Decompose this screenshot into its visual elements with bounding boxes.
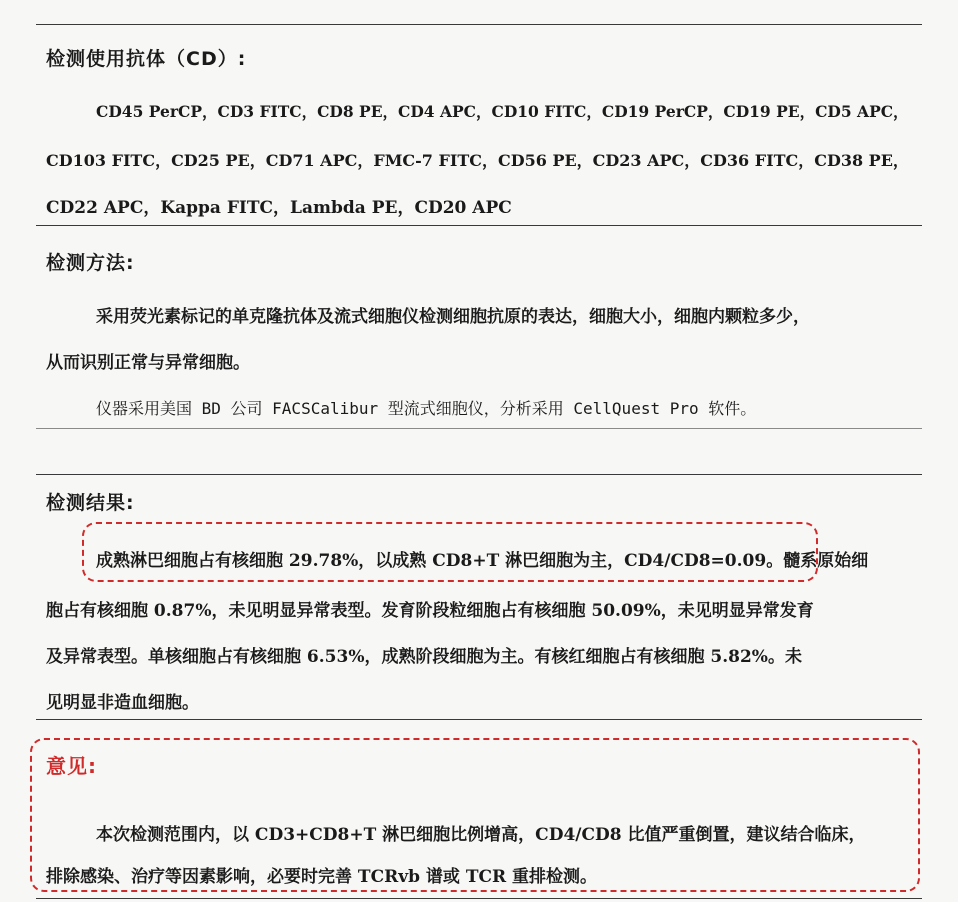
opinion-line-2: 排除感染、治疗等因素影响，必要时完善 TCRvb 谱或 TCR 重排检测。	[46, 867, 598, 887]
results-line-3: 及异常表型。单核细胞占有核细胞 6.53%，成熟阶段细胞为主。有核红细胞占有核细胞 5.82%。未	[46, 647, 802, 667]
divider-1	[36, 225, 922, 226]
method-line-1: 采用荧光素标记的单克隆抗体及流式细胞仪检测细胞抗原的表达，细胞大小，细胞内颗粒多少，	[96, 307, 810, 327]
bottom-divider	[36, 898, 922, 899]
method-line-3: 仪器采用美国 BD 公司 FACSCalibur 型流式细胞仪，分析采用 CellQuest Pro 软件。	[96, 399, 757, 418]
divider-4	[36, 719, 922, 720]
divider-3	[36, 474, 922, 475]
results-heading: 检测结果:	[46, 492, 135, 514]
results-line-2: 胞占有核细胞 0.87%，未见明显异常表型。发育阶段粒细胞占有核细胞 50.09%，未见明显异常发育	[46, 601, 814, 621]
results-line-4: 见明显非造血细胞。	[46, 693, 199, 713]
top-divider	[36, 24, 922, 25]
results-line-1: 成熟淋巴细胞占有核细胞 29.78%，以成熟 CD8+T 淋巴细胞为主，CD4/CD8=0.09。髓系原始细	[96, 551, 869, 571]
antibodies-heading: 检测使用抗体（CD）:	[46, 48, 247, 70]
opinion-line-1: 本次检测范围内，以 CD3+CD8+T 淋巴细胞比例增高，CD4/CD8 比值严重倒置，建议结合临床，	[96, 825, 866, 845]
antibodies-line-1: CD45 PerCP，CD3 FITC，CD8 PE，CD4 APC，CD10 FITC，CD19 PerCP，CD19 PE，CD5 APC，	[96, 102, 909, 121]
antibodies-line-2: CD103 FITC，CD25 PE，CD71 APC，FMC-7 FITC，CD56 PE，CD23 APC，CD36 FITC，CD38 PE，	[46, 151, 909, 170]
antibodies-line-3: CD22 APC，Kappa FITC，Lambda PE，CD20 APC	[46, 198, 512, 218]
method-line-2: 从而识别正常与异常细胞。	[46, 353, 250, 373]
divider-2	[36, 428, 922, 429]
method-heading: 检测方法:	[46, 252, 135, 274]
opinion-heading: 意见:	[46, 754, 97, 778]
